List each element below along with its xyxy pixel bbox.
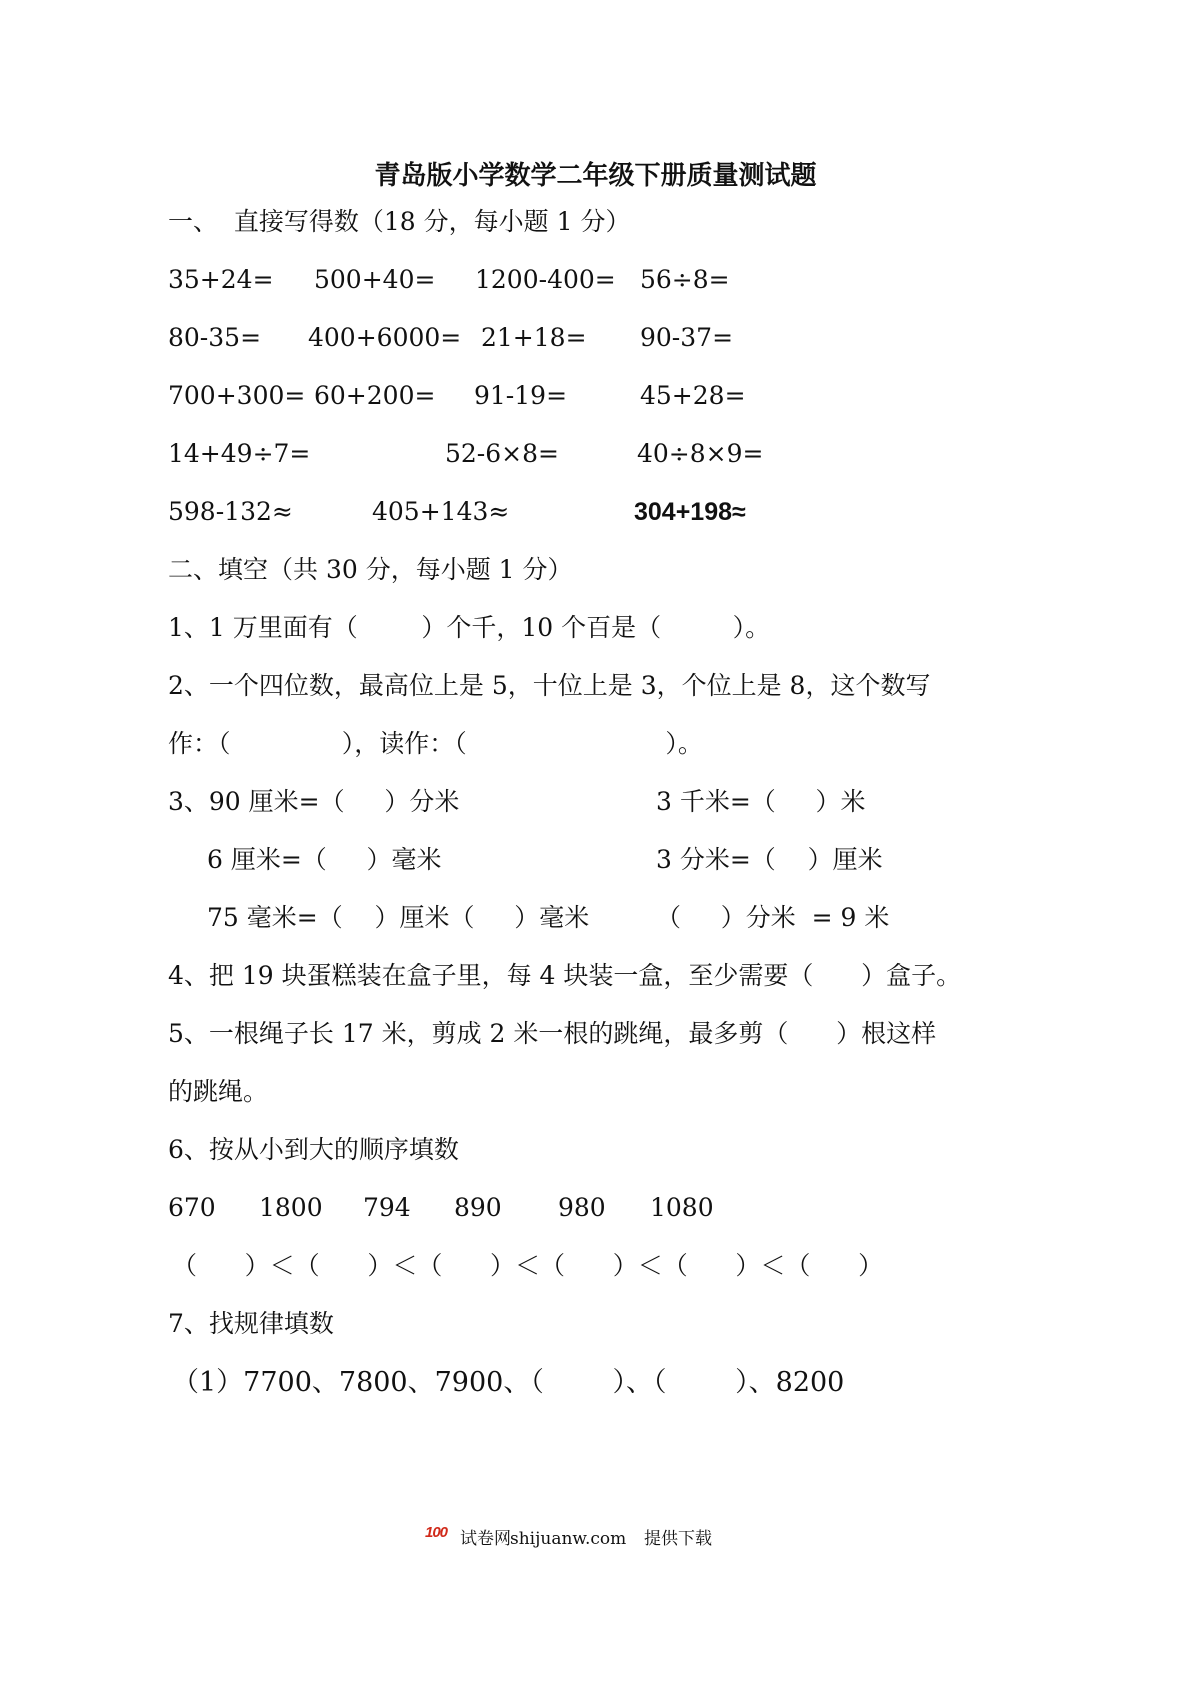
question-2-line1: 2、一个四位数，最高位上是 5，十位上是 3，个位上是 8，这个数写 [168, 671, 931, 700]
footer-site-name [424, 1528, 511, 1550]
expression: 598-132≈ [168, 497, 293, 526]
expression: 1200-400= [475, 265, 616, 294]
question-5-line1: 5、一根绳子长 17 米，剪成 2 米一根的跳绳，最多剪（ ）根这样 [168, 1019, 937, 1048]
section2-heading: 二、填空（共 30 分，每小题 1 分） [168, 555, 573, 584]
footer-url[interactable]: shijuanw.com [510, 1529, 627, 1549]
number-item: 890 [454, 1193, 502, 1222]
question-5-line2: 的跳绳。 [168, 1077, 269, 1106]
site-logo-text: 100 [425, 1523, 448, 1541]
question-3-e: 75 毫米=（ ）厘米（ ）毫米 [207, 903, 590, 932]
expression: 21+18= [481, 323, 587, 352]
question-4: 4、把 19 块蛋糕装在盒子里，每 4 块装一盒，至少需要（ ）盒子。 [168, 961, 962, 990]
footer-site-name-text: 试卷网 [460, 1529, 511, 1549]
question-6-answer-line: （ ）＜（ ）＜（ ）＜（ ）＜（ ）＜（ ） [172, 1251, 884, 1280]
number-item: 1800 [259, 1193, 323, 1222]
question-2-line2: 作：（ ），读作：（ ）。 [168, 729, 703, 758]
expression: 405+143≈ [372, 497, 510, 526]
page-title: 青岛版小学数学二年级下册质量测试题 [374, 161, 817, 191]
expression: 400+6000= [308, 323, 462, 352]
expression: 45+28= [640, 381, 746, 410]
question-6-heading: 6、按从小到大的顺序填数 [168, 1135, 459, 1164]
number-item: 794 [363, 1193, 411, 1222]
expression: 80-35= [168, 323, 262, 352]
expression: 91-19= [474, 381, 568, 410]
expression: 52-6×8= [445, 439, 559, 468]
question-7-heading: 7、找规律填数 [168, 1309, 334, 1338]
question-3-c: 6 厘米=（ ）毫米 [207, 845, 442, 874]
question-3-f: （ ）分米 = 9 米 [656, 903, 890, 932]
number-item: 980 [558, 1193, 606, 1222]
question-3-a: 3、90 厘米=（ ）分米 [168, 787, 460, 816]
expression: 40÷8×9= [637, 439, 764, 468]
number-item: 1080 [650, 1193, 714, 1222]
expression: 56÷8= [640, 265, 730, 294]
expression: 304+198≈ [634, 498, 746, 526]
number-item: 670 [168, 1193, 216, 1222]
expression: 35+24= [168, 265, 274, 294]
question-3-d: 3 分米=（ ）厘米 [656, 845, 883, 874]
expression: 500+40= [314, 265, 436, 294]
expression: 700+300= [168, 381, 306, 410]
question-7-line1: （1）7700、7800、7900、（ ）、（ ）、8200 [172, 1367, 845, 1398]
expression: 14+49÷7= [168, 439, 311, 468]
question-3-b: 3 千米=（ ）米 [656, 787, 866, 816]
expression: 60+200= [314, 381, 436, 410]
expression: 90-37= [640, 323, 734, 352]
footer-note: 提供下载 [644, 1529, 712, 1549]
section1-heading: 一、 直接写得数（18 分，每小题 1 分） [168, 207, 631, 236]
question-1: 1、1 万里面有（ ）个千，10 个百是（ ）。 [168, 613, 771, 642]
